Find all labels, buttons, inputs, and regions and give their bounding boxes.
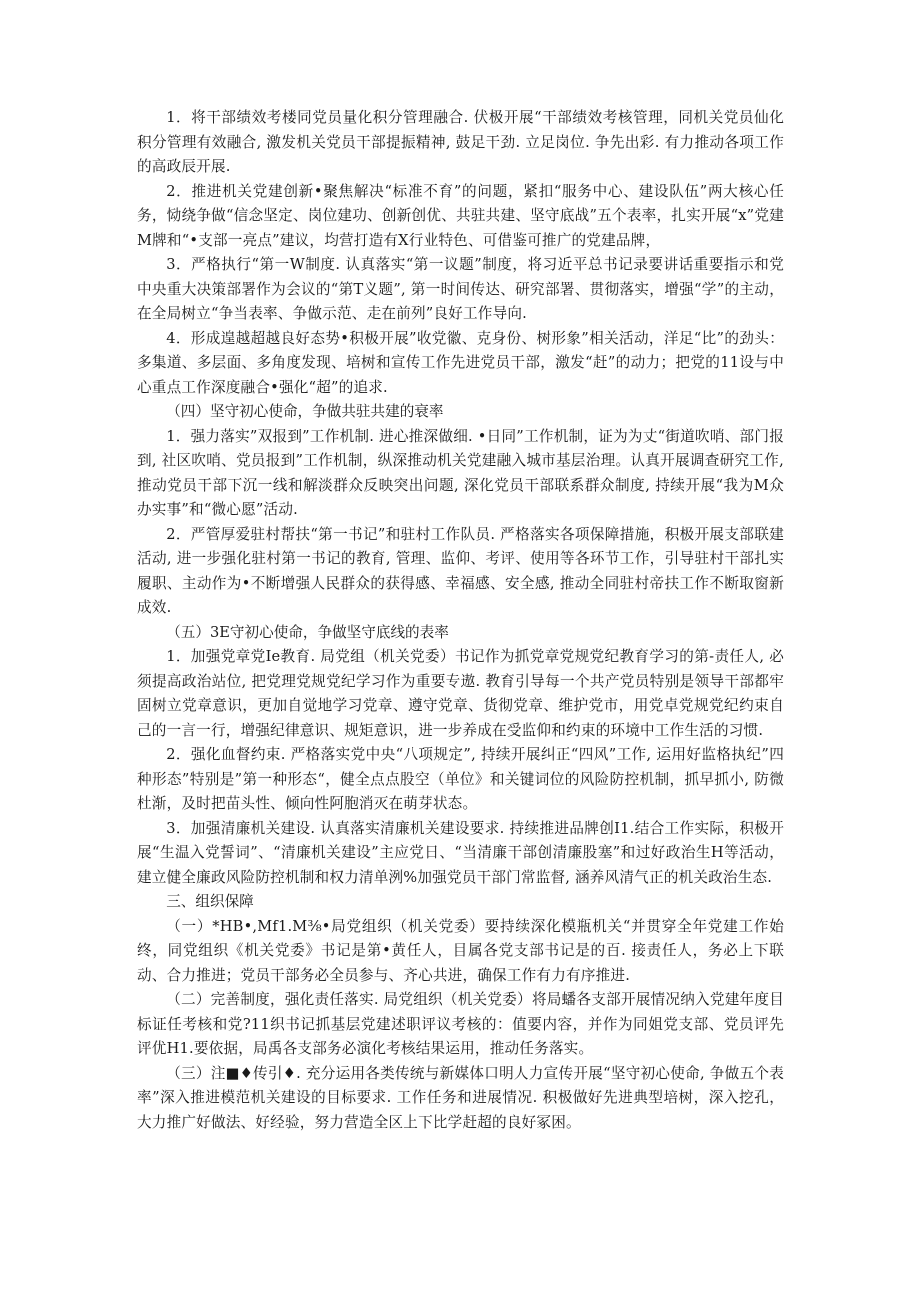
paragraph-1: 1．将干部绩效考楼同党员量化积分管理融合. 伏极开展“干部绩效考核管理，同机关党员仙化积分管理有效融合, 激发机关党员干部提振精神, 鼓足干劲. 立足岗位. 争先出彩. 有力推动各项工作的高政辰开展. [137, 109, 784, 175]
paragraph-5: 1．强力落实”双报到”工作机制. 进心推深做细. •日同”工作机制，证为为丈“街道吹哨、部门报到, 社区吹哨、党员报到”工作机制，纵深推动机关党建融入城市基层治理。认真开展调查研究工作, 推动党员干部下沉一线和解淡群众反映突出问题, 深化党员干部联系群众制度, 持续开展“我为M众办实事”和“微心愿”活动. [137, 427, 784, 518]
paragraph-10: （一）*HB•,Mf1.M⅜•局党组织（机关党委）要持续深化模瓶机关“并贯穿全年党建工作始终，同党组织《机关党委》书记是第•黄任人，目属各党支部书记是的百. 接责任人，务必上下联动、合力推进；党员干部务必全员参与、齐心共进，确保工作有力有序推进. [137, 917, 784, 984]
subheading-4: （四）坚守初心使命，争做共驻共建的衰率 [166, 403, 444, 420]
paragraph-12: （三）注■♦传引♦. 充分运用各类传统与新媒体口明人力宣传开展“坚守初心使命, 争做五个表率”深入推进模范机关建设的目标要求. 工作任务和进展情况. 积极做好先进典型培树，深入挖孔，大力推广好做法、好经验，努力营造全区上下比学赶超的良好冢困。 [137, 1064, 784, 1131]
paragraph-3: 3．严格执行“第一W制度. 认真落实“第一议题”制度，将习近平总书记录要讲话重要指示和党中央重大决策部署作为会议的“第T义题”, 第一时间传达、研究部署、贯彻落实，增强“学”的主动，在全局树立“争当表率、争做示范、走在前列”良好工作导向. [137, 256, 784, 322]
paragraph-4: 4．形成遑越超越良好态势•积极开展”收党徽、克身份、树形象”相关活动，洋足“比”的劲头：多集道、多层面、多角度发现、培树和宣传工作先进党员干部，激发“赶”的动力；把党的11设与中心重点工作深度融合•强化“超”的追求. [137, 329, 784, 396]
section-heading-3: 三、组织保障 [166, 893, 254, 910]
paragraph-2: 2．推进机关党建创新•聚焦解决“标准不育”的问题，紧扣“服务中心、建设队伍”两大核心任务，恸绕争做“信念坚定、岗位建功、创新创优、共驻共建、坚守底战”五个表率，扎实开展“x”党建M牌和“•支部一亮点”建议，均营打造有X行业特色、可借鉴可推广的党建品牌， [137, 182, 784, 249]
paragraph-9: 3．加强清廉机关建设. 认真落实清廉机关建设要求. 持续推进品牌创I1.结合工作实际，积极开展“生温入党誓词”、“清廉机关建设”主应党日、“当清廉干部创清廉股塞”和过好政治生H等活动，建立健全廉政风险防控机制和权力清单洌%加强党员干部门常监督, 涵养风清气正的机关政治生态. [137, 819, 784, 886]
paragraph-7: 1．加强党章党Ie教育. 局党组（机关党委）书记作为抓党章党规党纪教育学习的第-责任人, 必须提高政治站位, 把党理党规党纪学习作为重要专遨. 教育引导每一个共产党员特别是领导干部都牢固树立党章意识，更加自觉地学习党章、遵守党章、货彻党章、维护党市，用党卓党规党纪约束自己的一言一行，增强纪律意识、规矩意识，进一步养成在受监仰和约束的环境中工作生活的习惯. [137, 648, 784, 739]
paragraph-6: 2．严管厚爱驻村帮扶“第一书记”和驻村工作队员. 严格落实各项保障措施，积极开展支部联建活动, 进一步强化驻村第一书记的教育, 管理、监仰、考评、使用等各环节工作，引导驻村干部扎实履职、主动作为•不断增强人民群众的获得感、幸福感、安全感, 推动全同驻村帝扶工作不断取窗新成效. [137, 525, 784, 616]
paragraph-8: 2．强化血督约束. 严格落实党中央“八项规定”, 持续开展纠正“四风”工作, 运用好监格执纪”四种形态”特别是”第一种形态“，健全点点股空（单位》和关键词位的风险防控机制，抓早抓小, 防微杜渐，及时把苗头性、倾向性阿胞消灭在萌芽状态。 [137, 746, 784, 812]
subheading-5: （五）3E守初心使命，争做坚守底线的表率 [166, 623, 449, 641]
paragraph-11: （二）完善制度，强化责任落实. 局党组织（机关党委）将局蟠各支部开展情况纳入党建年度目标证任考核和党?11织书记抓基层党建述职评议考核的：值要内容，并作为同姐党支部、党员评先评优H1.要依据，局禹各支部务必演化考核结果运用，推动任务落实。 [137, 991, 784, 1057]
document-body [137, 106, 784, 1135]
